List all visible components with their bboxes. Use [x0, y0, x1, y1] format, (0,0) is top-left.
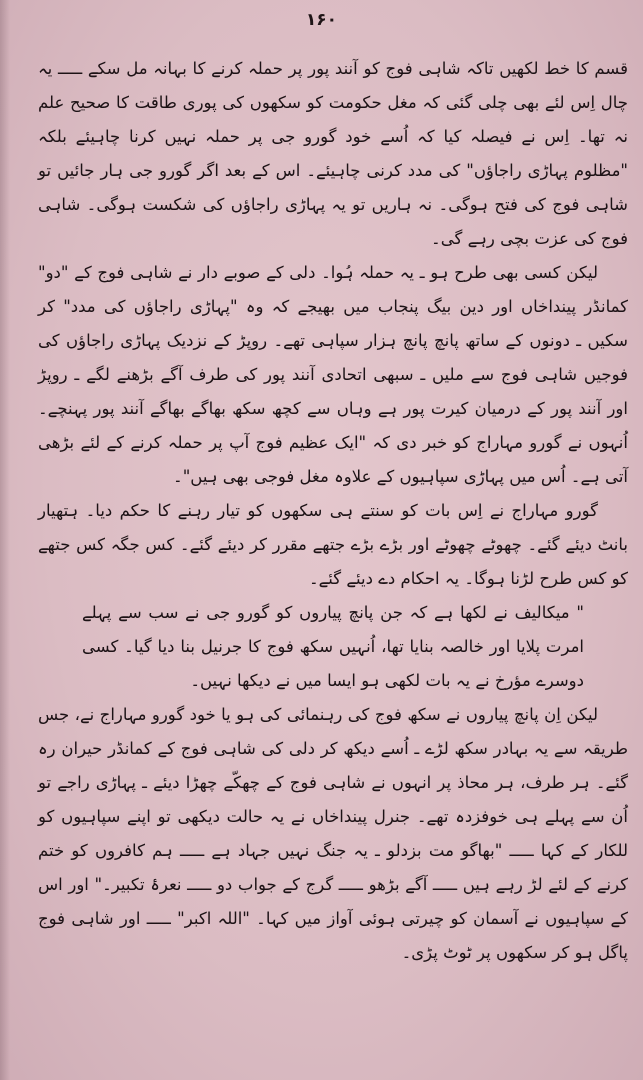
- paragraph-1: قسم کا خط لکھیں تاکہ شاہی فوج کو آنند پور پر حملہ کرنے کا بہانہ مل سکے ـــــ یہ چال اِس لئے بھی چلی گئی کہ مغل حکومت کو سکھوں کی پوری طاقت کا صحیح علم نہ تھا۔ اِس نے فیصلہ کیا کہ اُسے خود گورو جی پر حملہ نہیں کرنا چاہیئے بلکہ "مظلوم پہاڑی راجاؤں" کی مدد کرنی چاہیئے۔ اس کے بعد اگر گورو جی ہار جائیں تو شاہی فوج کی فتح ہوگی۔ نہ ہاریں تو یہ پہاڑی راجاؤں کی شکست ہوگی۔ شاہی فوج کی عزت بچی رہے گی۔: [38, 59, 628, 248]
- paragraph-3: گورو مہاراج نے اِس بات کو سنتے ہی سکھوں کو تیار رہنے کا حکم دیا۔ ہتھیار بانٹ دیئے گئے۔ چھوٹے چھوٹے اور بڑے بڑے جتھے مقرر کر دیئے گئے۔ کس جگہ کس جتھے کو کس طرح لڑنا ہوگا۔ یہ احکام دے دیئے گئے۔: [38, 501, 628, 588]
- quote-paragraph: " میکالیف نے لکھا ہے کہ جن پانچ پیاروں کو گورو جی نے سب سے پہلے امرت پلایا اور خالصہ بنایا تھا، اُنہیں سکھ فوج کا جرنیل بنا دیا گیا۔ کسی دوسرے مؤرخ نے یہ بات لکھی ہو ایسا میں نے دیکھا نہیں۔: [82, 603, 584, 690]
- page-number: ۱۶۰: [305, 10, 338, 30]
- document-body: [38, 52, 628, 970]
- paragraph-5: لیکن اِن پانچ پیاروں نے سکھ فوج کی رہنمائی کی ہو یا خود گورو مہاراج نے، جس طریقہ سے یہ بہادر سکھ لڑے ـ اُسے دیکھ کر دلی کی شاہی فوج کے کمانڈر حیران رہ گئے۔ ہر طرف، ہر محاذ پر انہوں نے شاہی فوج کے چھکّے چھڑا دیئے ـ پہاڑی راجے تو اُن سے پہلے ہی خوفزدہ تھے۔ جنرل پینداخاں نے یہ حالت دیکھی تو اپنے سپاہیوں کو للکار کے کہا ـــــ "بھاگو مت بزدلو ـ یہ جنگ نہیں جہاد ہے ـــــ ہم کافروں کو ختم کرنے کے لئے لڑ رہے ہیں ـــــ آگے بڑھو ـــــ گرج کے جواب دو ـــــ نعرۂ تکبیر۔" اور اس کے سپاہیوں نے آسمان کو چیرتی ہوئی آواز میں کہا۔ "اللہ اکبر" ـــــ اور شاہی فوج پاگل ہو کر سکھوں پر ٹوٹ پڑی۔: [38, 705, 628, 962]
- paragraph-2: لیکن کسی بھی طرح ہو ـ یہ حملہ ہُوا۔ دلی کے صوبے دار نے شاہی فوج کے "دو" کمانڈر پینداخاں اور دین بیگ پنجاب میں بھیجے کہ وہ "پہاڑی راجاؤں کی مدد" کر سکیں ـ دونوں کے ساتھ پانچ پانچ ہزار سپاہی تھے۔ روپڑ کے نزدیک پہاڑی راجاؤں کی فوجیں شاہی فوج سے ملیں ـ سبھی اتحادی آنند پور کی طرف آگے بڑھنے لگے ـ روپڑ اور آنند پور کے درمیان کیرت پور ہے وہاں سے کچھ سکھ بھاگے بھاگے آنند پور پہنچے۔ اُنہوں نے گورو مہاراج کو خبر دی کہ "ایک عظیم فوج آپ پر حملہ کرنے کے لئے بڑھی آتی ہے۔ اُس میں پہاڑی سپاہیوں کے علاوہ مغل فوجی بھی ہیں"۔: [38, 263, 628, 486]
- page-edge-shadow: [0, 0, 10, 1080]
